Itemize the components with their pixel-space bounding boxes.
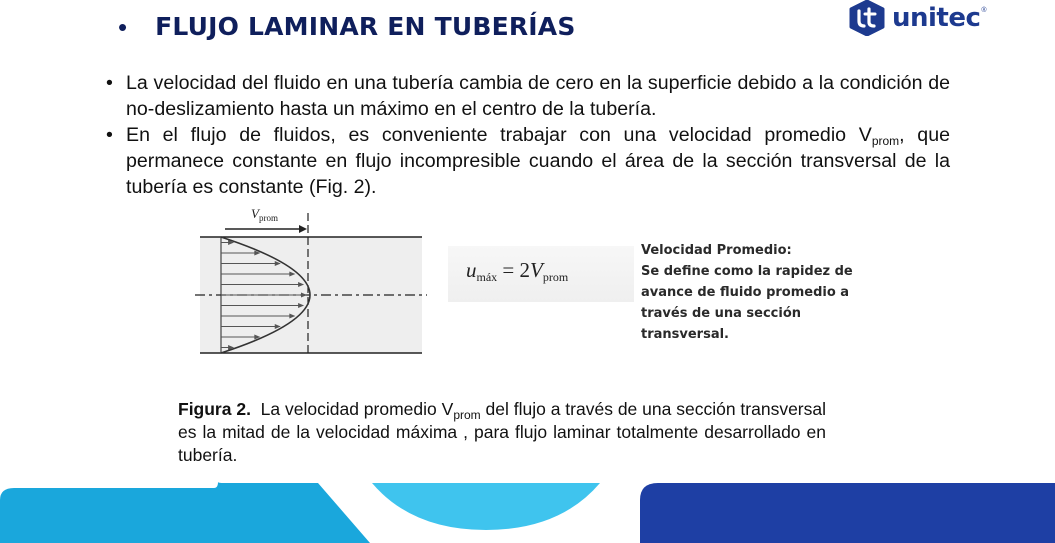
- bullet-item: [104, 70, 950, 122]
- unitec-logo: [848, 0, 987, 36]
- registered-mark: ®: [981, 6, 987, 14]
- bullet-dot: •: [106, 124, 113, 146]
- title-bullet: •: [118, 11, 128, 42]
- vprom-arrowhead: [299, 225, 307, 233]
- bullet-subscript: prom: [871, 134, 900, 148]
- eq-u: u: [466, 258, 477, 282]
- caption-subscript: prom: [453, 408, 481, 422]
- slide-title: FLUJO LAMINAR EN TUBERÍAS: [155, 12, 576, 41]
- bullet-text-after: , que permanece constante en flujo incompresible cuando el área de la sección transversal de la tubería es constante (Fig. 2).: [126, 124, 950, 198]
- bullet-item: [104, 122, 950, 200]
- figure-caption: [178, 398, 826, 467]
- definition-body: Se define como la rapidez de avance de fluido promedio a través de una sección transversal.: [641, 264, 853, 342]
- logo-wordmark: unitec: [892, 3, 981, 33]
- caption-text-before: La velocidad promedio V: [250, 399, 454, 419]
- bullet-text: La velocidad del fluido en una tubería cambia de cero en la superficie debido a la condición de no-deslizamiento hasta un máximo en el centro de la tubería.: [126, 72, 950, 120]
- definition-heading: Velocidad Promedio:: [641, 243, 792, 258]
- footer-decoration: [0, 470, 1055, 543]
- caption-label: Figura 2.: [178, 399, 251, 419]
- velocity-profile-figure: [195, 205, 427, 357]
- umax-equation: [466, 258, 568, 283]
- vprom-label: $V_{prom}$: [251, 206, 278, 223]
- eq-v-sub: prom: [542, 270, 569, 284]
- footer-shape-center: [372, 483, 600, 530]
- unitec-hexagon-icon: [848, 0, 886, 36]
- footer-shape-right: [640, 483, 1055, 543]
- caption-text-after: del flujo a través de una sección transversal es la mitad de la velocidad máxima , para flujo laminar totalmente desarrollado en tubería.: [178, 399, 827, 465]
- slide-header: [118, 12, 576, 41]
- footer-shape-left: [0, 482, 370, 543]
- eq-operator: = 2: [497, 258, 531, 282]
- definition-box: [641, 240, 881, 345]
- bullet-list: [104, 70, 950, 200]
- bullet-text-before: En el flujo de fluidos, es conveniente trabajar con una velocidad promedio V: [126, 124, 872, 146]
- eq-u-sub: máx: [476, 270, 498, 284]
- bullet-dot: •: [106, 72, 113, 94]
- eq-v: V: [530, 258, 543, 282]
